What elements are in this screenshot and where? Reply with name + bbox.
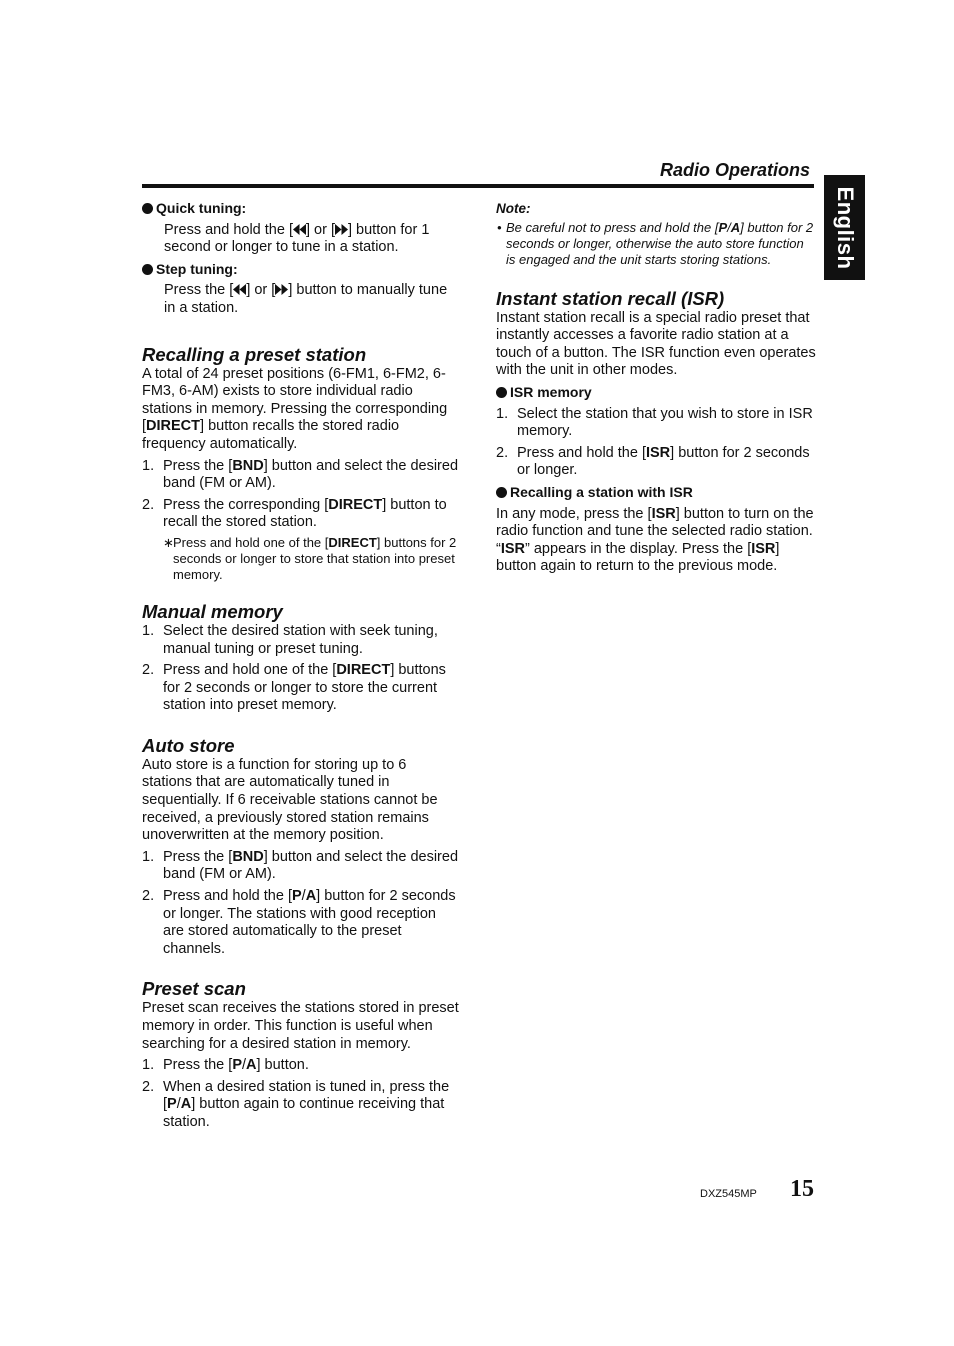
header-rule <box>142 184 814 188</box>
skip-back-icon <box>233 284 246 295</box>
note-heading: Note: <box>496 201 531 216</box>
bullet-icon <box>142 203 153 214</box>
list-item: 1. Press the [BND] button and select the desired band (FM or AM). <box>142 848 459 883</box>
isr-memory-heading: ISR memory <box>496 384 816 402</box>
auto-store-steps <box>142 849 460 959</box>
language-tab <box>824 175 865 280</box>
list-item: 2. Press and hold the [ISR] button for 2 seconds or longer. <box>496 444 810 479</box>
recall-subnote: ∗ Press and hold one of the [DIRECT] buttons for 2 seconds or longer to store that station into preset memory. <box>163 534 457 582</box>
language-tab-label: English <box>832 186 858 269</box>
manual-memory-heading: Manual memory <box>142 600 283 622</box>
isr-intro: Instant station recall is a special radio preset that instantly accesses a favorite radio station at a touch of a button. The ISR function even operates with the unit in other modes. <box>496 309 816 379</box>
auto-store-heading: Auto store <box>142 734 235 756</box>
manual-memory-steps <box>142 623 460 715</box>
bullet-icon <box>142 264 153 275</box>
bullet-icon <box>496 387 507 398</box>
step-tuning-heading: Step tuning: <box>142 261 460 279</box>
right-column <box>496 200 816 576</box>
isr-heading: Instant station recall (ISR) <box>496 287 725 309</box>
page-number: 15 <box>790 1176 814 1202</box>
auto-store-intro: Auto store is a function for storing up to 6 stations that are automatically tuned in sequentially. If 6 receivable stations cannot be received, a previously stored station remains unoverwritten at the memory position. <box>142 756 438 844</box>
quick-tuning-text: Press and hold the [ ] or [ ] button for 1 second or longer to tune in a station. <box>164 221 430 256</box>
section-title: Radio Operations <box>660 160 811 180</box>
quick-tuning-heading: Quick tuning: <box>142 200 460 218</box>
skip-forward-icon <box>335 224 348 235</box>
recall-intro: A total of 24 preset positions (6-FM1, 6-FM2, 6-FM3, 6-AM) exists to store individual radio stations in memory. Pressing the corresponding [DIRECT] button recalls the stored radio frequency automatically. <box>142 365 448 452</box>
isr-recall-heading: Recalling a station with ISR <box>496 484 816 502</box>
model-number: DXZ545MP <box>700 1188 757 1200</box>
list-item: 1. Select the desired station with seek tuning, manual tuning or preset tuning. <box>142 622 438 657</box>
left-column <box>142 200 460 1136</box>
isr-recall-text: In any mode, press the [ISR] button to turn on the radio function and tune the selected radio station. “ISR” appears in the display. Press the [ISR] button again to return to the previous mode. <box>496 505 814 575</box>
list-item: 1. Press the [P/A] button. <box>142 1057 309 1074</box>
note-text: • Be careful not to press and hold the [P/A] button for 2 seconds or longer, otherwise the auto store function is engaged and the unit starts storing stations. <box>497 219 814 267</box>
list-item: 2. Press and hold one of the [DIRECT] buttons for 2 seconds or longer to store the current station into preset memory. <box>142 662 446 714</box>
list-item: 2. Press the corresponding [DIRECT] button to recall the stored station. ∗ Press and hold one of the [DIRECT] buttons for 2 seconds or longer to store that station into preset memory. <box>142 497 460 583</box>
skip-forward-icon <box>275 284 288 295</box>
recall-heading: Recalling a preset station <box>142 343 367 365</box>
list-item: 2. Press and hold the [P/A] button for 2 seconds or longer. The stations with good reception are stored automatically to the preset channels. <box>142 888 456 957</box>
preset-scan-steps <box>142 1057 460 1131</box>
preset-scan-heading: Preset scan <box>142 978 246 1000</box>
skip-back-icon <box>293 224 306 235</box>
isr-memory-steps <box>496 406 816 480</box>
bullet-icon <box>496 487 507 498</box>
step-tuning-text: Press the [ ] or [ ] button to manually tune in a station. <box>164 282 448 316</box>
list-item: 1. Select the station that you wish to store in ISR memory. <box>496 405 813 440</box>
preset-scan-intro: Preset scan receives the stations stored in preset memory in order. This function is useful when searching for a desired station in memory. <box>142 1000 459 1052</box>
list-item: 2. When a desired station is tuned in, press the [P/A] button again to continue receiving that station. <box>142 1078 450 1130</box>
list-item: 1. Press the [BND] button and select the desired band (FM or AM). <box>142 457 459 492</box>
recall-steps <box>142 458 460 583</box>
